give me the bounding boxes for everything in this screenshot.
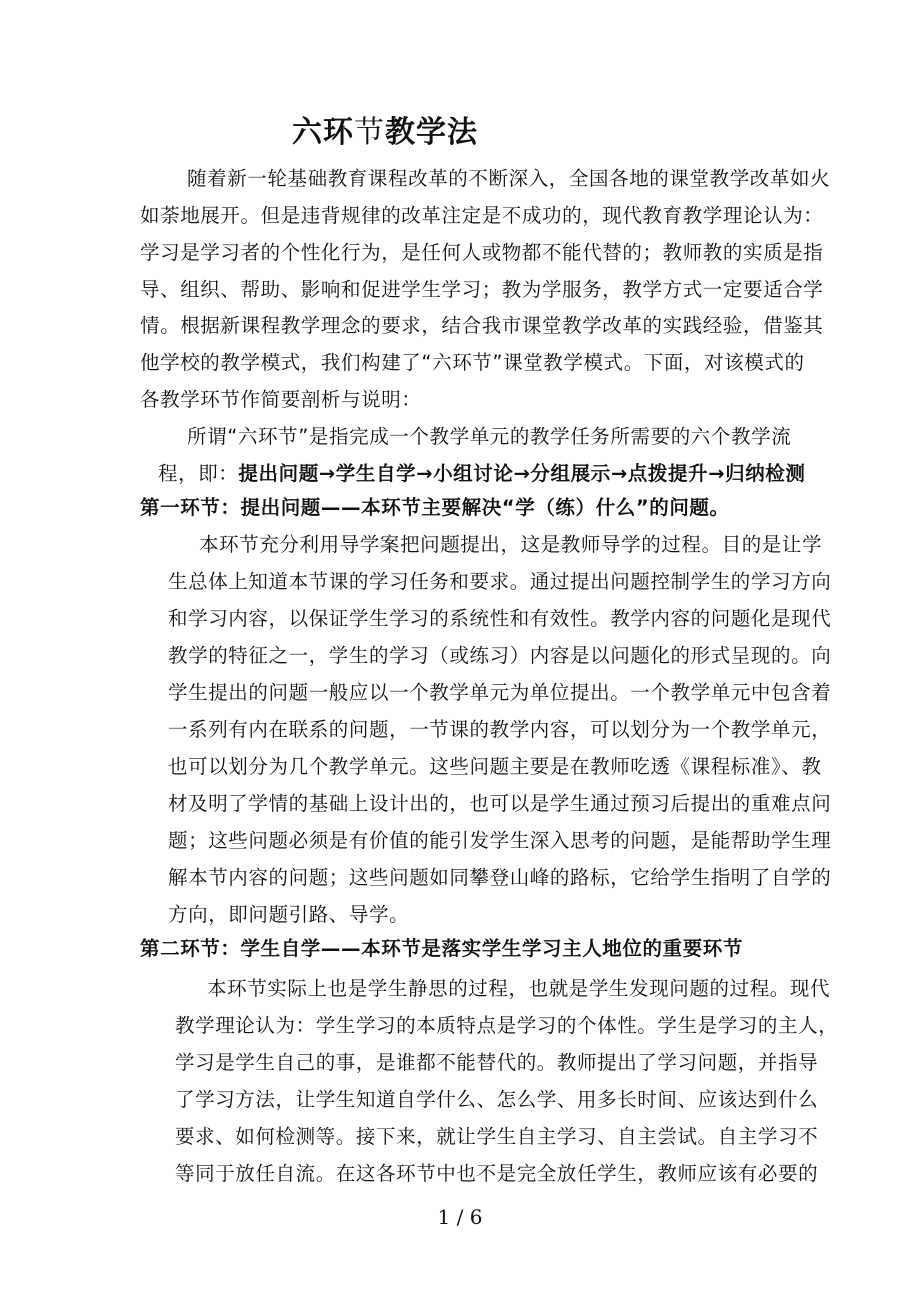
section2-line: 教学理论认为：学生学习的本质特点是学习的个体性。学生是学习的主人， xyxy=(175,1014,839,1037)
section1-line: 一系列有内在联系的问题，一节课的教学内容，可以划分为一个教学单元， xyxy=(168,718,832,741)
section2-line: 学习是学生自己的事，是谁都不能替代的。教师提出了学习问题，并指导 xyxy=(175,1051,819,1074)
section1-line: 题；这些问题必须是有价值的能引发学生深入思考的问题，是能帮助学生理 xyxy=(168,829,832,852)
intro-line: 导、组织、帮助、影响和促进学生学习；教为学服务，教学方式一定要适合学 xyxy=(140,278,824,301)
section1-line: 本环节充分利用导学案把问题提出，这是教师导学的过程。目的是让学 xyxy=(199,533,823,556)
section1-line: 方向，即问题引路、导学。 xyxy=(168,903,410,926)
section1-line: 和学习内容，以保证学生学习的系统性和有效性。教学内容的问题化是现代 xyxy=(168,607,832,630)
definition-steps-line xyxy=(158,459,806,489)
section2-line: 等同于放任自流。在这各环节中也不是完全放任学生，教师应该有必要的 xyxy=(175,1162,819,1185)
section1-heading: 第一环节：提出问题——本环节主要解决“学（练）什么”的问题。 xyxy=(140,496,730,519)
intro-line: 各教学环节作简要剖析与说明： xyxy=(140,388,422,411)
title-part1: 六环 xyxy=(292,115,354,150)
intro-line: 随着新一轮基础教育课程改革的不断深入，全国各地的课堂教学改革如火 xyxy=(187,167,831,190)
section1-line: 材及明了学情的基础上设计出的，也可以是学生通过预习后提出的重难点问 xyxy=(168,792,832,815)
intro-line: 他学校的教学模式，我们构建了“六环节”课堂教学模式。下面，对该模式的 xyxy=(140,351,805,374)
title-part2: 节 xyxy=(354,115,385,150)
section1-line: 学生提出的问题一般应以一个教学单元为单位提出。一个教学单元中包含着 xyxy=(168,681,832,704)
section2-line: 本环节实际上也是学生静思的过程，也就是学生发现问题的过程。现代 xyxy=(207,977,831,1000)
title-part3: 教学法 xyxy=(385,115,478,150)
section1-line: 生总体上知道本节课的学习任务和要求。通过提出问题控制学生的学习方向 xyxy=(168,570,832,593)
section1-line: 也可以划分为几个教学单元。这些问题主要是在教师吃透《课程标准》、教 xyxy=(168,755,822,778)
six-steps-sequence: 提出问题→学生自学→小组讨论→分组展示→点拨提升→归纳检测 xyxy=(238,462,806,485)
definition-line: 所谓“六环节”是指完成一个教学单元的教学任务所需要的六个教学流 xyxy=(187,425,792,448)
page-indicator: 1 / 6 xyxy=(437,1205,483,1229)
definition-prefix: 程，即： xyxy=(158,462,239,485)
intro-line: 如荼地展开。但是违背规律的改革注定是不成功的，现代教育教学理论认为： xyxy=(140,204,824,227)
intro-line: 学习是学习者的个性化行为，是任何人或物都不能代替的；教师教的实质是指 xyxy=(140,241,824,264)
document-title xyxy=(292,113,478,153)
section1-line: 教学的特征之一，学生的学习（或练习）内容是以问题化的形式呈现的。向 xyxy=(168,644,832,667)
section1-line: 解本节内容的问题；这些问题如同攀登山峰的路标，它给学生指明了自学的 xyxy=(168,866,832,889)
section2-line: 了学习方法，让学生知道自学什么、怎么学、用多长时间、应该达到什么 xyxy=(175,1088,819,1111)
section2-heading: 第二环节：学生自学——本环节是落实学生学习主人地位的重要环节 xyxy=(140,937,744,960)
intro-line: 情。根据新课程教学理念的要求，结合我市课堂教学改革的实践经验，借鉴其 xyxy=(140,314,824,337)
section2-line: 要求、如何检测等。接下来，就让学生自主学习、自主尝试。自主学习不 xyxy=(175,1125,819,1148)
